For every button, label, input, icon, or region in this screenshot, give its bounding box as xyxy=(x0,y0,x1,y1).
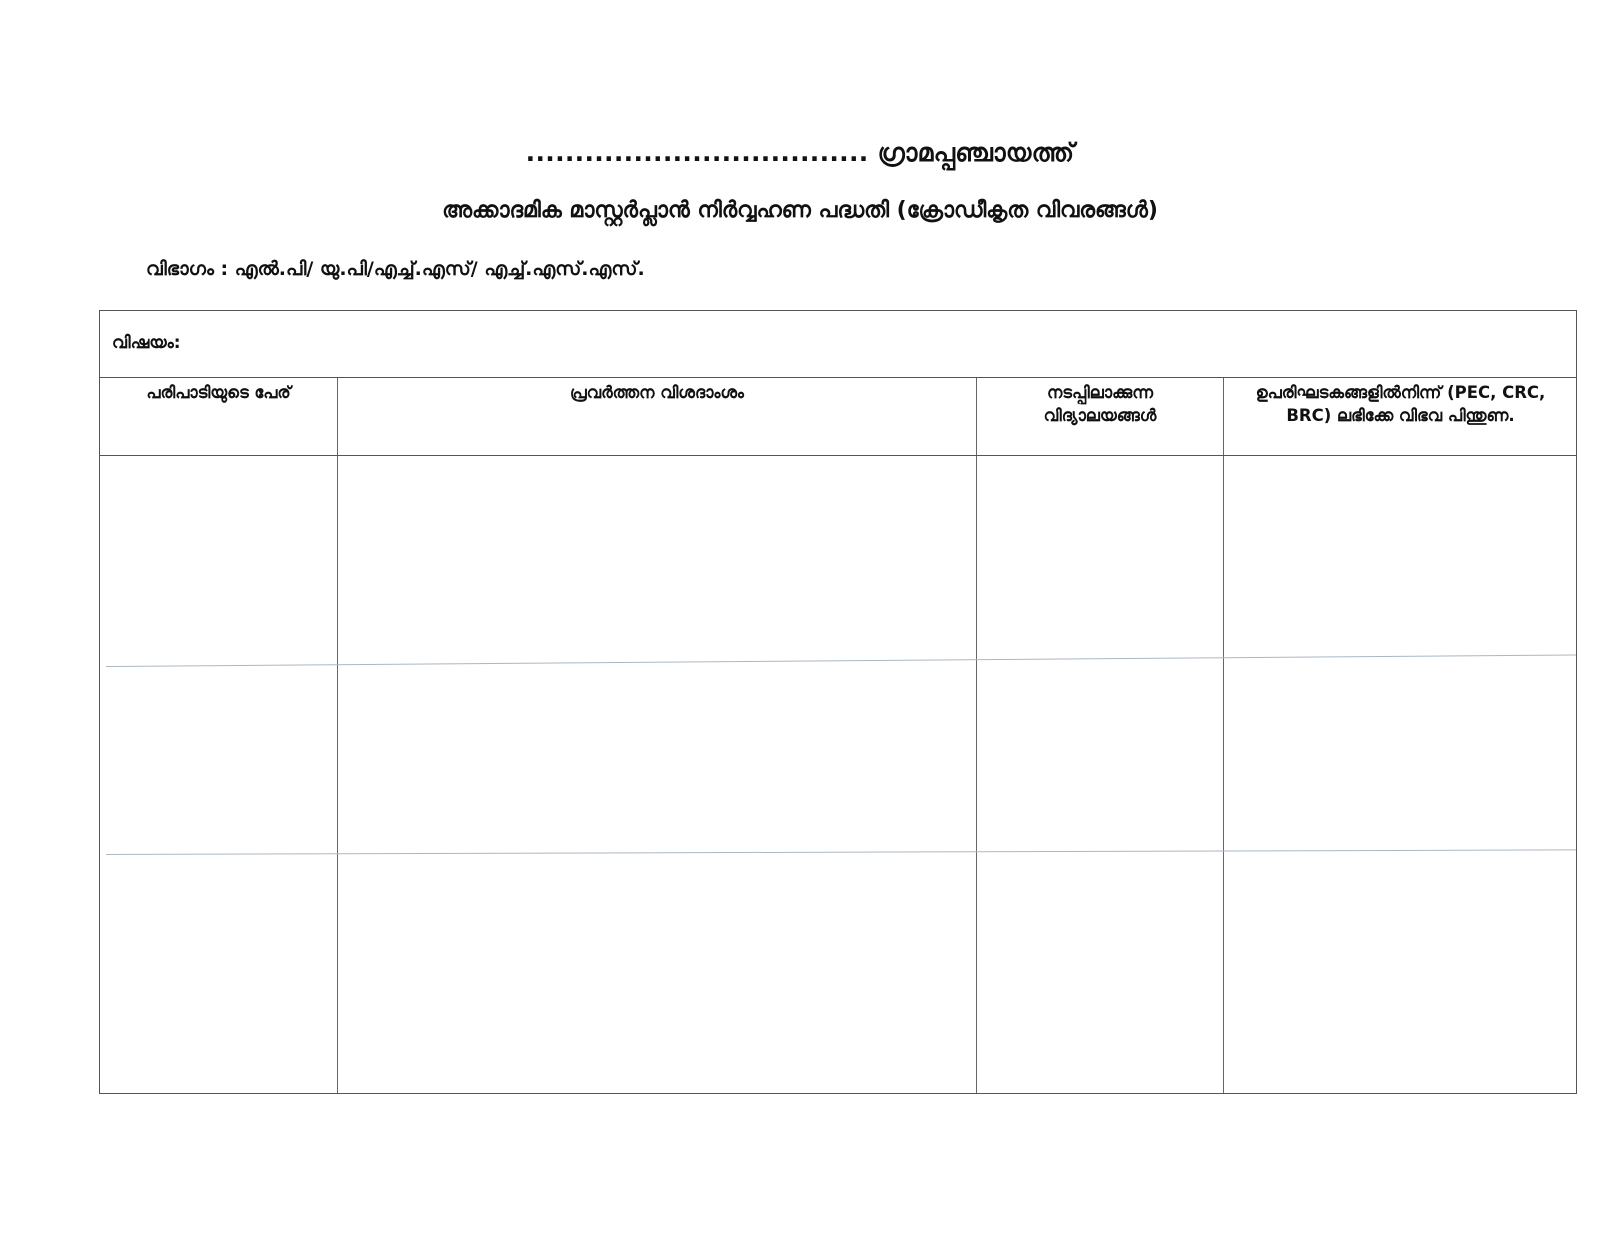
column-divider xyxy=(976,378,977,1093)
header-divider xyxy=(100,455,1576,456)
row-divider xyxy=(106,849,1576,855)
column-header-activity-details: പ്രവർത്തന വിശദാംശം xyxy=(570,383,744,402)
subject-row[interactable] xyxy=(100,311,1576,378)
page-title: ................................... ഗ്രാമപ്പഞ്ചായത്ത് xyxy=(525,138,1075,167)
column-header-program-name: പരിപാടിയുടെ പേര് xyxy=(146,383,291,402)
column-divider xyxy=(1223,378,1224,1093)
page-subtitle: അക്കാദമിക മാസ്റ്റർപ്ലാൻ നിർവ്വഹണ പദ്ധതി (ക്രോഡീകൃത വിവരങ്ങൾ) xyxy=(442,198,1158,223)
row-divider xyxy=(106,654,1576,667)
plan-table xyxy=(99,310,1577,1094)
column-header-resource-support: ഉപരിഘടകങ്ങളിൽനിന്ന് (PEC, CRC, BRC) ലഭിക്കേ വിഭവ പിന്തുണ. xyxy=(1255,383,1546,425)
division-line: വിഭാഗം : എൽ.പി/ യു.പി/എച്ച്.എസ്/ എച്ച്.എസ്.എസ്. xyxy=(146,258,645,280)
column-header-implementing-schools: നടപ്പിലാക്കുന്ന വിദ്യാലയങ്ങൾ xyxy=(1043,383,1157,425)
column-divider xyxy=(337,378,338,1093)
subject-label: വിഷയം: xyxy=(112,333,181,353)
